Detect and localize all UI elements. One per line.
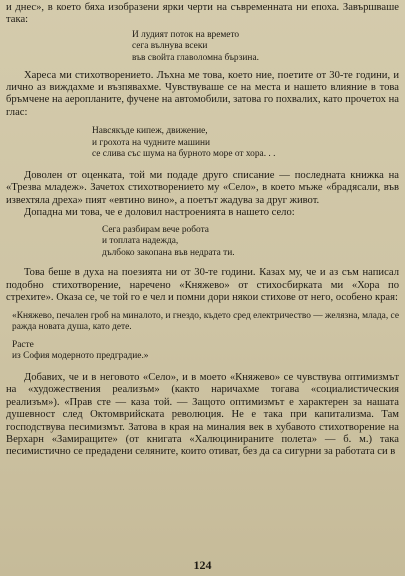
- verse-line: Сега разбирам вече робота: [102, 224, 209, 235]
- verse-line: се слива със шума на бурното море от хора. . .: [92, 149, 276, 160]
- verse-line: дълбоко закопана във недрата ти.: [102, 247, 235, 258]
- verse-line: сега вълнува всеки: [132, 41, 208, 52]
- verse-line: И лудият поток на времето: [132, 29, 240, 40]
- verse-line: Навсякъде кипеж, движение,: [92, 126, 208, 137]
- paragraph: Това беше в духа на поезията ни от 30-те години. Казах му, че и аз съм написал подобно стихотворение, наречено «Княжево» от стихосбирката ми «Хора по стрехите». Оказа се, че той го е чел и помни дори някои стихове от него, особено края:: [6, 267, 399, 304]
- verse-line: и грохота на чудните машини: [92, 137, 210, 148]
- paragraph: Добавих, че и в неговото «Село», и в моето «Княжево» се чувствува оптимизмът на «художествения реализъм» (както наричахме тогава «социалистическия реализъм»). «Прав сте — каза той. — Защото оптимизмът е характерен за нашата душевност след Октомврийската революция. Не е така при капитализма. Там господствува песимизмът. Затова в края на миналия век в хубавото стихотворение на Верхарн «Замиращите» (от книгата «Халюцинираните полета» — б. м.) така песимистично се предадени селяните, които отиват, без да са сигурни за работата си в: [6, 372, 399, 458]
- quotation: «Княжево, печален гроб на миналото, и гнездо, където сред електричество — желязна, млада, се ражда новата душа, като дете.: [12, 310, 399, 333]
- quotation-line: из София модерното предградие.»: [12, 351, 149, 362]
- paragraph-intro: и днес», в което бяха изобразени ярки черти на съвременната ни епоха. Завършваше така:: [6, 2, 399, 26]
- verse-block-2: [6, 126, 399, 161]
- verse-line: и топлата надежда,: [102, 236, 179, 247]
- quotation-line: Расте: [12, 339, 34, 350]
- verse-line: във свойта главоломна бързина.: [132, 53, 259, 63]
- paragraph: Допадна ми това, че е доловил настроенията в нашето село:: [24, 207, 295, 219]
- spacer: [6, 363, 399, 372]
- verse-block-3: [6, 225, 399, 260]
- page-number: 124: [193, 558, 212, 572]
- paragraph: Доволен от оценката, той ми подаде друго списание — последната книжка на «Трезва младеж». Зачетох стихотворението му «Село», в което мъже «брадясали, във извехтяла дреха» пият «евтино вино», а поетът жадува за друг живот.: [6, 170, 399, 206]
- paragraph: Хареса ми стихотворението. Лъхна ме това, което ние, поетите от 30-те години, и лично аз виждахме и възпявахме. Чувствуваше се на места и нашето влияние в това бръмчене на аеропланите, фучене на автомобили, затова го похвалих, като прочетох на глас:: [6, 69, 399, 118]
- verse-block-1: [6, 30, 399, 65]
